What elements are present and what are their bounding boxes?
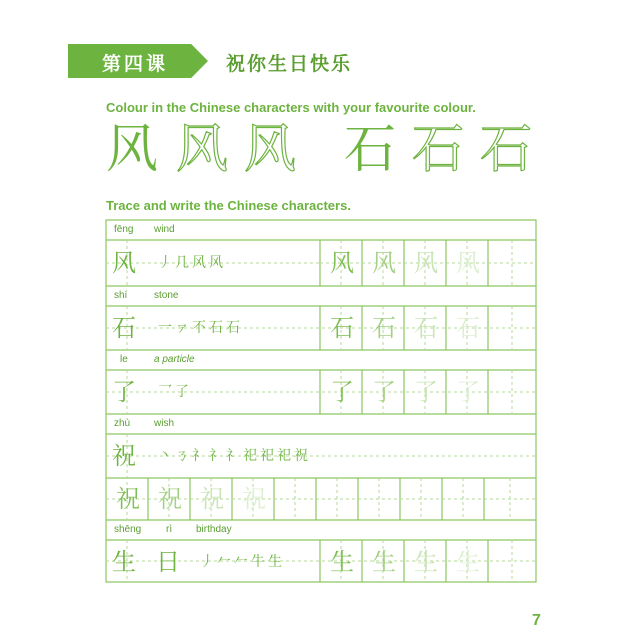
trace-le-4[interactable]: 了 bbox=[456, 378, 480, 406]
trace-shi-1[interactable]: 石 bbox=[330, 314, 354, 342]
pinyin-zhu: zhù bbox=[114, 418, 131, 429]
meaning-stone: stone bbox=[154, 290, 179, 301]
lesson-title: 祝你生日快乐 bbox=[226, 53, 353, 75]
trace-sheng-2[interactable]: 生 bbox=[372, 548, 396, 576]
trace-le-1[interactable]: 了 bbox=[330, 378, 354, 406]
trace-feng-3[interactable]: 风 bbox=[414, 249, 438, 277]
stroke-order-sheng: 丿𠂉𠂉牛生 bbox=[200, 554, 285, 570]
model-char-ri: 日 bbox=[156, 548, 180, 576]
trace-instruction: Trace and write the Chinese characters. bbox=[106, 198, 351, 213]
model-char-le: 了 bbox=[112, 378, 136, 406]
trace-zhu-2[interactable]: 祝 bbox=[158, 485, 182, 513]
meaning-wind: wind bbox=[154, 224, 175, 235]
lesson-label: 第四课 bbox=[102, 53, 169, 75]
trace-shi-4[interactable]: 石 bbox=[456, 314, 480, 342]
pinyin-feng: fēng bbox=[114, 224, 134, 235]
model-char-shi: 石 bbox=[112, 314, 136, 342]
trace-zhu-3[interactable]: 祝 bbox=[200, 485, 224, 513]
trace-sheng-4[interactable]: 生 bbox=[456, 548, 480, 576]
trace-zhu-4[interactable]: 祝 bbox=[242, 485, 266, 513]
trace-shi-2[interactable]: 石 bbox=[372, 314, 396, 342]
colour-char-shi-2: 石 bbox=[412, 120, 465, 180]
meaning-birthday: birthday bbox=[196, 524, 232, 535]
stroke-order-zhu: 丶ㄋ礻礻礻祀祀祀祝 bbox=[158, 448, 311, 464]
page-number: 7 bbox=[532, 612, 541, 629]
trace-feng-2[interactable]: 风 bbox=[372, 249, 396, 277]
pinyin-shi: shí bbox=[114, 290, 128, 301]
meaning-particle: a particle bbox=[154, 354, 195, 365]
trace-le-3[interactable]: 了 bbox=[414, 378, 438, 406]
meaning-wish: wish bbox=[154, 418, 175, 429]
trace-zhu-1[interactable]: 祝 bbox=[116, 485, 140, 513]
trace-sheng-3[interactable]: 生 bbox=[414, 548, 438, 576]
stroke-order-feng: 丿几风风 bbox=[158, 255, 226, 271]
pinyin-ri: rì bbox=[166, 524, 173, 535]
colour-char-feng-1: 风 bbox=[106, 120, 159, 180]
model-char-zhu: 祝 bbox=[112, 442, 136, 470]
colour-char-shi-1: 石 bbox=[344, 120, 397, 180]
colour-instruction: Colour in the Chinese characters with your favourite colour. bbox=[106, 100, 476, 115]
stroke-order-shi: 一ァ不石石 bbox=[158, 320, 243, 336]
pinyin-le: le bbox=[120, 354, 128, 365]
colour-char-feng-2: 风 bbox=[176, 120, 229, 180]
trace-feng-4[interactable]: 风 bbox=[456, 249, 480, 277]
pinyin-sheng: shēng bbox=[114, 524, 142, 535]
trace-le-2[interactable]: 了 bbox=[372, 378, 396, 406]
stroke-order-le: 乛了 bbox=[158, 384, 192, 400]
colour-char-feng-3: 风 bbox=[244, 120, 297, 180]
model-char-feng: 风 bbox=[112, 249, 136, 277]
trace-shi-3[interactable]: 石 bbox=[414, 314, 438, 342]
trace-feng-1[interactable]: 风 bbox=[330, 249, 354, 277]
colour-char-shi-3: 石 bbox=[480, 120, 533, 180]
model-char-sheng: 生 bbox=[112, 548, 136, 576]
trace-sheng-1[interactable]: 生 bbox=[330, 548, 354, 576]
